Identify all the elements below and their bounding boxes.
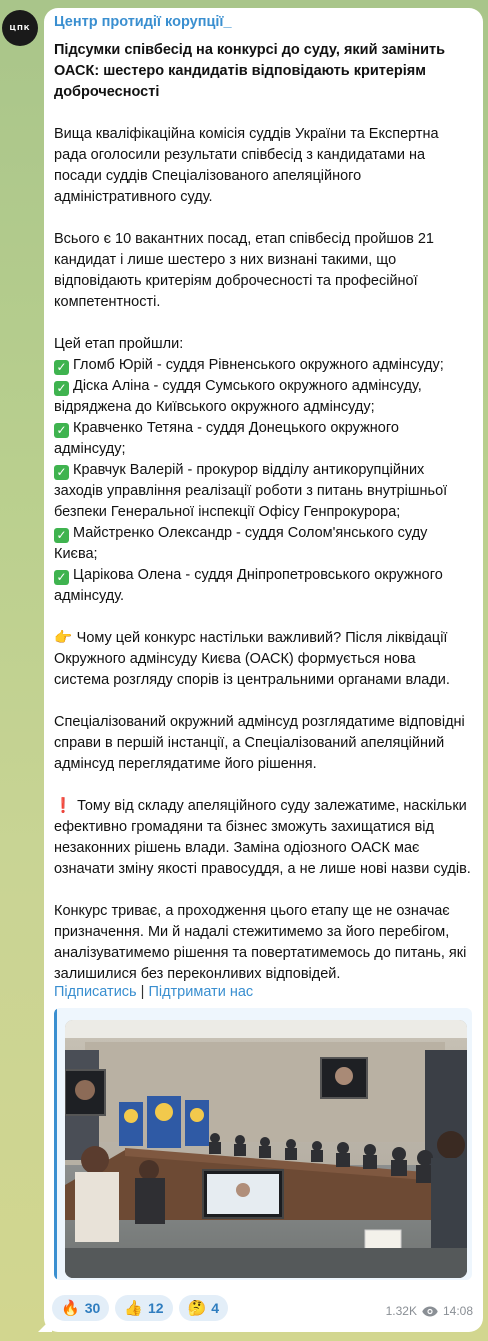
- list-intro: Цей етап пройшли:: [54, 336, 184, 352]
- pointing-hand-icon: 👉: [54, 630, 77, 646]
- post-body: [54, 40, 474, 1027]
- check-mark-icon: ✓: [54, 360, 69, 375]
- link-preview[interactable]: [54, 1008, 472, 1280]
- post-paragraph: ❗ Тому від складу апеляційного суду залежатиме, наскільки ефективно громадяни та бізнес зможуть захищатися від незаконних рішень влади. Заміна одіозного ОАСК має означати зміну якості правосуддя, а не лише нові назви судів.: [54, 798, 471, 877]
- eye-icon: [422, 1306, 438, 1317]
- post-paragraph: 👉 Чому цей конкурс настільки важливий? Після ліквідації Окружного адмінсуду Києва (ОАСК) формується нова система розгляду спорів із центральними органами влади.: [54, 630, 450, 688]
- thinking-face-icon: 🤔: [187, 1299, 207, 1317]
- reactions-bar: [52, 1295, 228, 1321]
- reaction-count: 30: [84, 1300, 101, 1316]
- preview-accent-bar: [54, 1008, 57, 1280]
- channel-name[interactable]: Центр протидії корупції_: [54, 14, 232, 30]
- exclamation-icon: ❗: [54, 798, 78, 814]
- support-link[interactable]: Підтримати нас: [148, 984, 254, 1000]
- list-item: ✓ Царікова Олена - суддя Дніпропетровського окружного адмінсуду.: [54, 567, 443, 604]
- post-paragraph: Вища кваліфікаційна комісія суддів України та Експертна рада оголосили результати співбесід з кандидатами на посади суддів Спеціалізованого апеляційного адміністративного суду.: [54, 126, 439, 205]
- message-time: 14:08: [442, 1304, 473, 1318]
- check-mark-icon: ✓: [54, 465, 69, 480]
- list-item: ✓ Майстренко Олександр - суддя Солом'янського суду Києва;: [54, 525, 428, 562]
- check-mark-icon: ✓: [54, 528, 69, 543]
- message-bubble: [44, 8, 483, 1332]
- post-title: Підсумки співбесід на конкурсі до суду, який замінить ОАСК: шестеро кандидатів відповідають критеріям доброчесності: [54, 42, 446, 100]
- meeting-photo-illustration: [65, 1020, 467, 1278]
- fire-icon: 🔥: [61, 1299, 80, 1317]
- list-item: ✓ Діска Аліна - суддя Сумського окружного адмінсуду, відряджена до Київського окружного адмінсуду;: [54, 378, 422, 415]
- post-paragraph: Всього є 10 вакантних посад, етап співбесід пройшов 21 кандидат і лише шестеро з них визнані такими, що відповідають критеріям доброчесності та професійної компетентності.: [54, 231, 434, 310]
- list-item: ✓ Кравчук Валерій - прокурор відділу антикорупційних заходів управління реалізації роботи з питань внутрішньої безпеки Генеральної інспекції Офісу Генпрокурора;: [54, 462, 448, 520]
- post-paragraph: Конкурс триває, а проходження цього етапу ще не означає призначення. Ми й надалі стежитимемо за його перебігом, аналізуватимемо рішення та повертатимемось до питань, які залишилися без переконливих відповідей.: [54, 903, 467, 982]
- message-meta: [386, 1304, 473, 1318]
- post-paragraph: Спеціалізований окружний адмінсуд розглядатиме відповідні справи в першій інстанції, а Спеціалізований апеляційний адмінсуд переглядатиме його рішення.: [54, 714, 465, 772]
- reaction-count: 12: [147, 1300, 164, 1316]
- reaction-count: 4: [211, 1300, 220, 1316]
- reaction-thumbs-up[interactable]: [115, 1295, 172, 1321]
- reaction-thinking[interactable]: [179, 1295, 228, 1321]
- check-mark-icon: ✓: [54, 570, 69, 585]
- channel-avatar-text: ЦПК: [9, 24, 31, 32]
- list-item: ✓ Кравченко Тетяна - суддя Донецького окружного адмінсуду;: [54, 420, 399, 457]
- list-item: ✓ Гломб Юрій - суддя Рівненського окружного адмінсуду;: [54, 355, 474, 376]
- channel-avatar[interactable]: [2, 10, 38, 46]
- subscribe-link[interactable]: Підписатись: [54, 984, 137, 1000]
- view-count: 1.32K: [385, 1304, 417, 1318]
- link-separator: |: [136, 984, 149, 1000]
- thumbs-up-icon: 👍: [124, 1299, 143, 1317]
- post-links: [54, 984, 253, 1000]
- check-mark-icon: ✓: [54, 381, 69, 396]
- check-mark-icon: ✓: [54, 423, 69, 438]
- reaction-fire[interactable]: [52, 1295, 109, 1321]
- preview-photo[interactable]: [65, 1020, 467, 1278]
